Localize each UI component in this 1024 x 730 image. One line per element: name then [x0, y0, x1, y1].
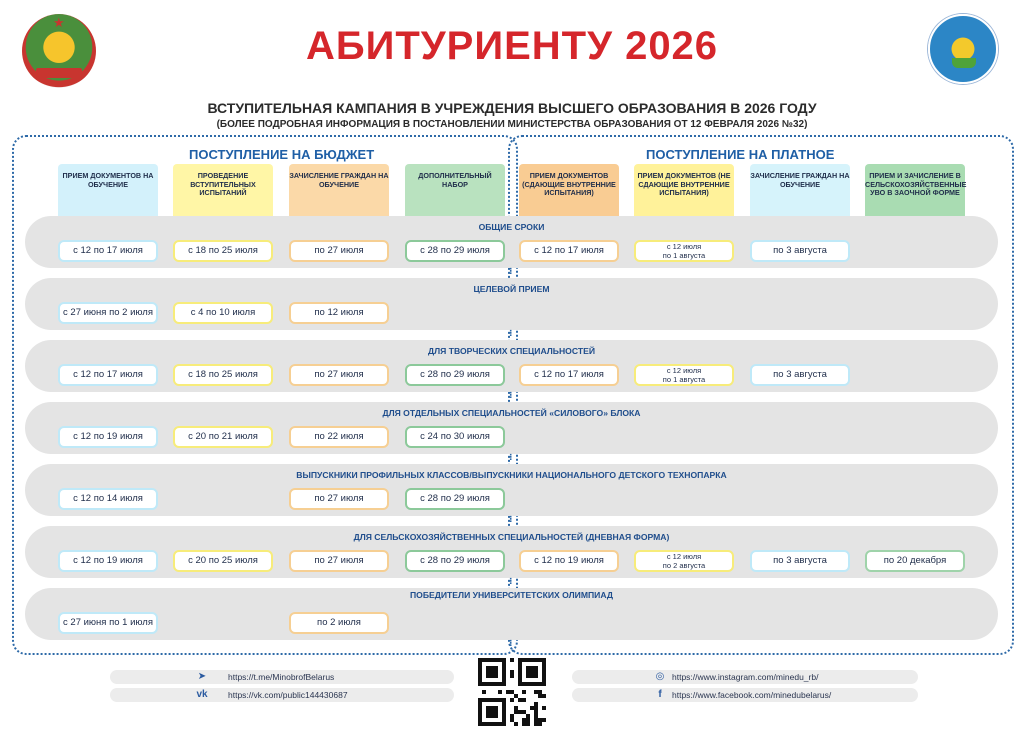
ministry-logo-icon [928, 14, 998, 84]
instagram-icon: ◎ [655, 671, 665, 682]
row-title: ДЛЯ ТВОРЧЕСКИХ СПЕЦИАЛЬНОСТЕЙ [427, 346, 596, 356]
date-cell: по 3 августа [750, 550, 850, 572]
date-cell: по 27 июля [289, 364, 389, 386]
dotted-divider: ⁝ [509, 576, 513, 586]
qr-module [502, 722, 506, 726]
qr-module [514, 722, 518, 726]
budget-section-title: ПОСТУПЛЕНИЕ НА БЮДЖЕТ [185, 147, 378, 162]
paid-section-title: ПОСТУПЛЕНИЕ НА ПЛАТНОЕ [642, 147, 838, 162]
column-header: ПРИЕМ И ЗАЧИСЛЕНИЕ В СЕЛЬСКОХОЗЯЙСТВЕННЫЕ УВО В ЗАОЧНОЙ ФОРМЕ [865, 164, 965, 216]
date-cell: по 22 июля [289, 426, 389, 448]
date-cell: по 27 июля [289, 488, 389, 510]
column-header: ПРИЕМ ДОКУМЕНТОВ НА ОБУЧЕНИЕ [58, 164, 158, 216]
date-cell: с 12 по 17 июля [519, 240, 619, 262]
vk-icon: vk [196, 689, 208, 700]
date-cell: с 12 по 19 июля [58, 550, 158, 572]
column-header: ДОПОЛНИТЕЛЬНЫЙ НАБОР [405, 164, 505, 216]
date-cell: с 27 июня по 1 июля [58, 612, 158, 634]
book-icon [952, 58, 976, 68]
date-cell: с 4 по 10 июля [173, 302, 273, 324]
telegram-link[interactable] [110, 670, 454, 684]
date-line: с 12 июля [666, 552, 702, 561]
qr-module [542, 694, 546, 698]
star-icon: ★ [53, 16, 65, 31]
date-cell: с 28 по 29 июля [405, 364, 505, 386]
date-line: по 2 августа [662, 560, 706, 570]
instagram-url[interactable]: https://www.instagram.com/minedu_rb/ [672, 672, 819, 682]
date-cell: с 12 по 19 июля [519, 550, 619, 572]
date-cell: с 18 по 25 июля [173, 240, 273, 262]
qr-module [534, 674, 538, 678]
column-header: ПРИЕМ ДОКУМЕНТОВ (СДАЮЩИЕ ВНУТРЕННИЕ ИСПЫТАНИЯ) [519, 164, 619, 216]
vk-url[interactable]: https://vk.com/public144430687 [228, 690, 348, 700]
date-line: по 1 августа [662, 374, 706, 384]
row-title: ДЛЯ СЕЛЬСКОХОЗЯЙСТВЕННЫХ СПЕЦИАЛЬНОСТЕЙ (ДНЕВНАЯ ФОРМА) [353, 532, 670, 542]
date-cell: по 20 декабря [865, 550, 965, 572]
row-title: ОБЩИЕ СРОКИ [478, 222, 545, 232]
dotted-divider: ⁝ [509, 328, 513, 338]
qr-module [522, 690, 526, 694]
date-cell: по 3 августа [750, 364, 850, 386]
date-line: по 1 августа [662, 250, 706, 260]
date-cell: с 27 июня по 2 июля [58, 302, 158, 324]
date-cell: по 27 июля [289, 240, 389, 262]
date-cell: по 27 июля [289, 550, 389, 572]
date-cell: с 12 по 17 июля [519, 364, 619, 386]
row-title: ПОБЕДИТЕЛИ УНИВЕРСИТЕТСКИХ ОЛИМПИАД [409, 590, 614, 600]
qr-module [498, 690, 502, 694]
qr-code-icon [478, 658, 546, 726]
facebook-link[interactable] [572, 688, 918, 702]
qr-module [510, 674, 514, 678]
date-cell: с 28 по 29 июля [405, 550, 505, 572]
qr-module [526, 722, 530, 726]
qr-module [510, 658, 514, 662]
qr-module [542, 718, 546, 722]
telegram-url[interactable]: https://t.me/MinobrofBelarus [228, 672, 335, 682]
row-title: ЦЕЛЕВОЙ ПРИЕМ [473, 284, 550, 294]
page-title: АБИТУРИЕНТУ 2026 [305, 24, 719, 68]
date-cell [634, 550, 734, 572]
date-cell: с 28 по 29 июля [405, 240, 505, 262]
dotted-divider: ⁝ [509, 390, 513, 400]
date-cell: по 3 августа [750, 240, 850, 262]
date-cell: с 12 по 19 июля [58, 426, 158, 448]
dotted-divider: ⁝ [509, 452, 513, 462]
date-line: с 12 июля [666, 366, 702, 375]
instagram-link[interactable] [572, 670, 918, 684]
date-line: с 12 июля [666, 242, 702, 251]
qr-module [538, 722, 542, 726]
date-cell: с 12 по 17 июля [58, 364, 158, 386]
date-cell: с 28 по 29 июля [405, 488, 505, 510]
date-cell: по 12 июля [289, 302, 389, 324]
row-title: ВЫПУСКНИКИ ПРОФИЛЬНЫХ КЛАССОВ/ВЫПУСКНИКИ НАЦИОНАЛЬНОГО ДЕТСКОГО ТЕХНОПАРКА [296, 470, 727, 480]
row-title: ДЛЯ ОТДЕЛЬНЫХ СПЕЦИАЛЬНОСТЕЙ «СИЛОВОГО» БЛОКА [382, 408, 641, 418]
date-cell: с 24 по 30 июля [405, 426, 505, 448]
qr-module [542, 706, 546, 710]
date-cell [634, 240, 734, 262]
date-cell [634, 364, 734, 386]
column-header: ЗАЧИСЛЕНИЕ ГРАЖДАН НА ОБУЧЕНИЕ [289, 164, 389, 216]
column-header: ПРИЕМ ДОКУМЕНТОВ (НЕ СДАЮЩИЕ ВНУТРЕННИЕ ИСПЫТАНИЯ) [634, 164, 734, 216]
date-cell: с 12 по 17 июля [58, 240, 158, 262]
date-cell: с 20 по 21 июля [173, 426, 273, 448]
date-cell: с 18 по 25 июля [173, 364, 273, 386]
facebook-url[interactable]: https://www.facebook.com/minedubelarus/ [672, 690, 832, 700]
telegram-icon: ➤ [197, 671, 207, 682]
page-subtitle: ВСТУПИТЕЛЬНАЯ КАМПАНИЯ В УЧРЕЖДЕНИЯ ВЫСШЕГО ОБРАЗОВАНИЯ В 2026 ГОДУ [207, 100, 817, 116]
qr-module [542, 682, 546, 686]
qr-module [510, 698, 514, 702]
qr-module [494, 674, 498, 678]
qr-module [522, 698, 526, 702]
date-cell: с 12 по 14 июля [58, 488, 158, 510]
date-cell: по 2 июля [289, 612, 389, 634]
emblem-ribbon [36, 68, 82, 78]
column-header: ПРОВЕДЕНИЕ ВСТУПИТЕЛЬНЫХ ИСПЫТАНИЙ [173, 164, 273, 216]
column-header: ЗАЧИСЛЕНИЕ ГРАЖДАН НА ОБУЧЕНИЕ [750, 164, 850, 216]
qr-module [502, 682, 506, 686]
dotted-divider: ⁝ [509, 514, 513, 524]
vk-link[interactable] [110, 688, 454, 702]
qr-module [494, 714, 498, 718]
qr-module [482, 690, 486, 694]
page-note: (БОЛЕЕ ПОДРОБНАЯ ИНФОРМАЦИЯ В ПОСТАНОВЛЕНИИ МИНИСТЕРСТВА ОБРАЗОВАНИЯ ОТ 12 ФЕВРАЛЯ 2026 №32) [216, 119, 808, 130]
dotted-divider: ⁝ [509, 638, 513, 648]
facebook-icon: f [658, 689, 662, 700]
dotted-divider: ⁝ [509, 266, 513, 276]
date-cell: с 20 по 25 июля [173, 550, 273, 572]
